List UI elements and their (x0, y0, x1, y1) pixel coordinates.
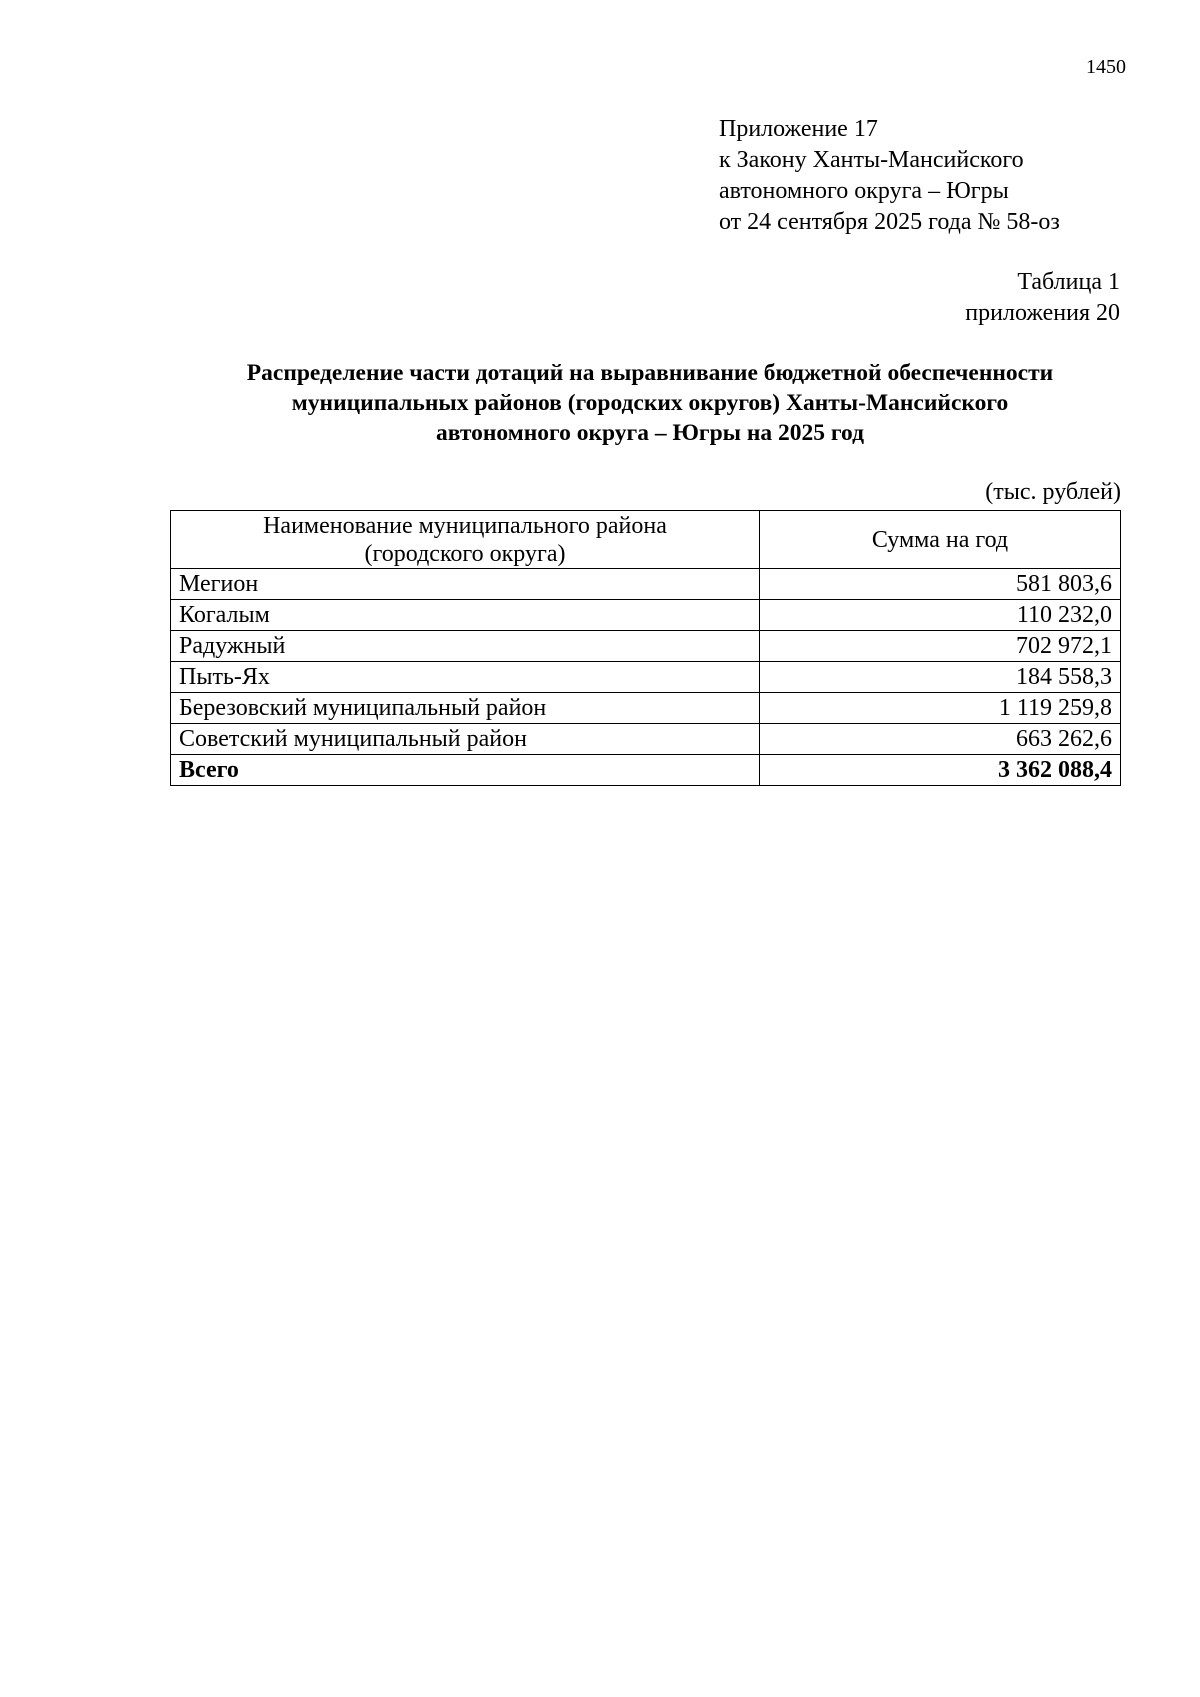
document-title (140, 358, 1160, 448)
document-title-line: Распределение части дотаций на выравнивание бюджетной обеспеченности (246, 360, 1054, 386)
row-amount: 110 232,0 (760, 600, 1121, 631)
table-row (171, 662, 1121, 693)
appendix-line: Приложение 17 (719, 116, 878, 142)
table-row (171, 600, 1121, 631)
document-title-line: автономного округа – Югры на 2025 год (436, 420, 864, 446)
row-name: Радужный (171, 631, 760, 662)
table-row (171, 693, 1121, 724)
row-amount: 702 972,1 (760, 631, 1121, 662)
appendix-line: автономного округа – Югры (719, 178, 1009, 204)
table-reference (950, 267, 1120, 329)
table-row (171, 631, 1121, 662)
appendix-line: от 24 сентября 2025 года № 58-оз (719, 209, 1060, 235)
total-label: Всего (171, 755, 760, 786)
table-total-row (171, 755, 1121, 786)
header-name-line: Наименование муниципального района (263, 512, 667, 539)
header-name-line: (городского округа) (364, 540, 566, 567)
row-name: Березовский муниципальный район (171, 693, 760, 724)
table-row (171, 724, 1121, 755)
table-row (171, 569, 1121, 600)
row-amount: 663 262,6 (760, 724, 1121, 755)
table-header-row (171, 511, 1121, 569)
table-reference-line: Таблица 1 (1017, 269, 1120, 295)
page-number: 1450 (1086, 56, 1126, 78)
header-amount: Сумма на год (760, 511, 1121, 569)
header-name (171, 511, 760, 569)
row-amount: 184 558,3 (760, 662, 1121, 693)
row-name: Когалым (171, 600, 760, 631)
row-name: Пыть-Ях (171, 662, 760, 693)
appendix-line: к Закону Ханты-Мансийского (719, 147, 1024, 173)
document-title-line: муниципальных районов (городских округов) Ханты-Мансийского (291, 390, 1009, 416)
row-name: Советский муниципальный район (171, 724, 760, 755)
row-amount: 581 803,6 (760, 569, 1121, 600)
allocation-table (170, 510, 1121, 786)
row-amount: 1 119 259,8 (760, 693, 1121, 724)
total-amount: 3 362 088,4 (760, 755, 1121, 786)
row-name: Мегион (171, 569, 760, 600)
appendix-reference (719, 114, 1139, 238)
table-reference-line: приложения 20 (965, 300, 1120, 326)
units-label: (тыс. рублей) (985, 479, 1121, 505)
